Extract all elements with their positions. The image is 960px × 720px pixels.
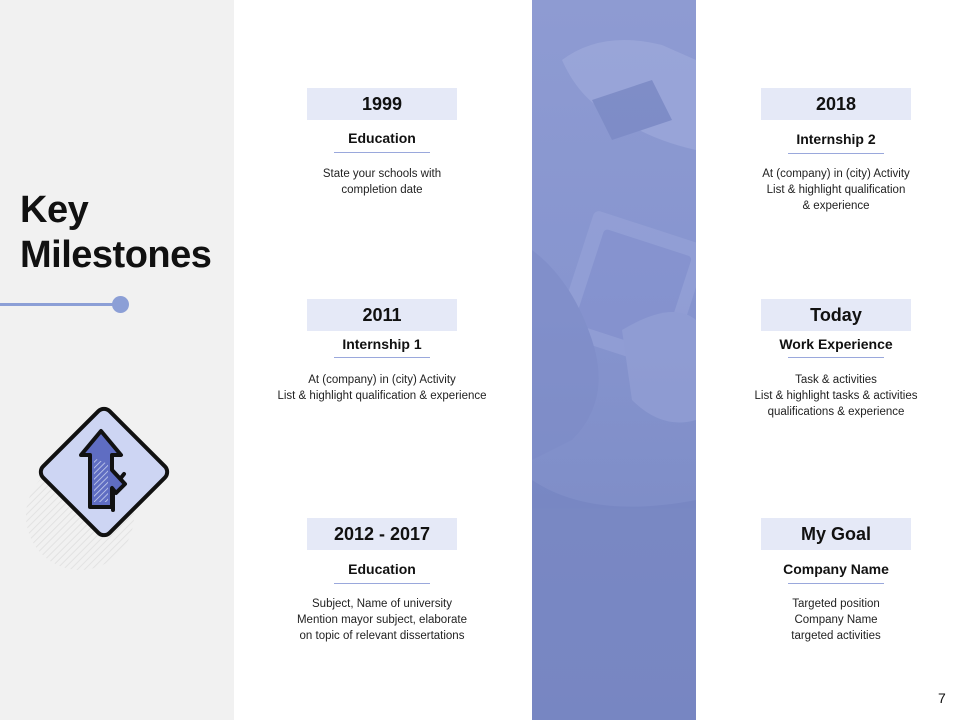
- milestone-my-goal: [716, 518, 956, 648]
- merge-road-sign-icon: [22, 398, 182, 578]
- description-line: Mention mayor subject, elaborate: [296, 614, 468, 626]
- description-line: Targeted position: [792, 598, 880, 610]
- milestone-heading: Internship 2: [796, 131, 876, 147]
- milestone-heading: Internship 1: [342, 336, 422, 352]
- milestone-year-badge: 2011: [307, 299, 457, 331]
- milestone-divider: [334, 583, 430, 584]
- milestone-description: [262, 596, 502, 644]
- milestone-heading: Work Experience: [779, 336, 893, 352]
- description-line: Company Name: [794, 614, 878, 626]
- milestone-description: [716, 372, 956, 420]
- milestone-description: [716, 166, 956, 214]
- milestone-divider: [334, 357, 430, 358]
- description-line: Task & activities: [795, 374, 877, 386]
- milestone-heading: Company Name: [783, 561, 889, 577]
- milestone-divider: [788, 153, 884, 154]
- left-panel: [0, 0, 234, 720]
- title-line-2: Milestones: [20, 234, 212, 276]
- description-line: Subject, Name of university: [312, 598, 452, 610]
- milestone-heading: Education: [348, 130, 416, 146]
- milestone-year-badge: 2018: [761, 88, 911, 120]
- description-line: qualifications & experience: [767, 406, 905, 418]
- slide-title: [20, 188, 230, 278]
- description-line: & experience: [802, 200, 870, 212]
- page-number: 7: [938, 690, 946, 706]
- milestone-year-badge: Today: [761, 299, 911, 331]
- milestone-description: [716, 596, 956, 644]
- milestone-year-badge: 1999: [307, 88, 457, 120]
- title-accent-line: [0, 303, 114, 306]
- milestone-1999: [262, 88, 502, 208]
- background-photo-strip: [532, 0, 696, 720]
- description-line: List & highlight qualification & experience: [277, 390, 487, 402]
- milestone-2012-2017: [262, 518, 502, 648]
- milestone-description: [252, 372, 512, 404]
- description-line: At (company) in (city) Activity: [762, 168, 910, 180]
- milestone-heading: Education: [348, 561, 416, 577]
- milestone-year-badge: 2012 - 2017: [307, 518, 457, 550]
- milestone-divider: [788, 357, 884, 358]
- description-line: List & highlight qualification: [766, 184, 906, 196]
- milestone-2018: [716, 88, 956, 218]
- milestone-2011: [252, 299, 512, 419]
- description-line: List & highlight tasks & activities: [754, 390, 918, 402]
- description-line: State your schools with: [322, 168, 442, 180]
- description-line: targeted activities: [791, 630, 881, 642]
- milestone-year-badge: My Goal: [761, 518, 911, 550]
- description-line: completion date: [341, 184, 423, 196]
- title-line-1: Key: [20, 189, 89, 231]
- title-accent-dot: [112, 296, 129, 313]
- description-line: on topic of relevant dissertations: [299, 630, 465, 642]
- milestone-today: [716, 299, 956, 429]
- milestone-description: [262, 166, 502, 198]
- description-line: At (company) in (city) Activity: [308, 374, 456, 386]
- milestone-divider: [334, 152, 430, 153]
- milestone-divider: [788, 583, 884, 584]
